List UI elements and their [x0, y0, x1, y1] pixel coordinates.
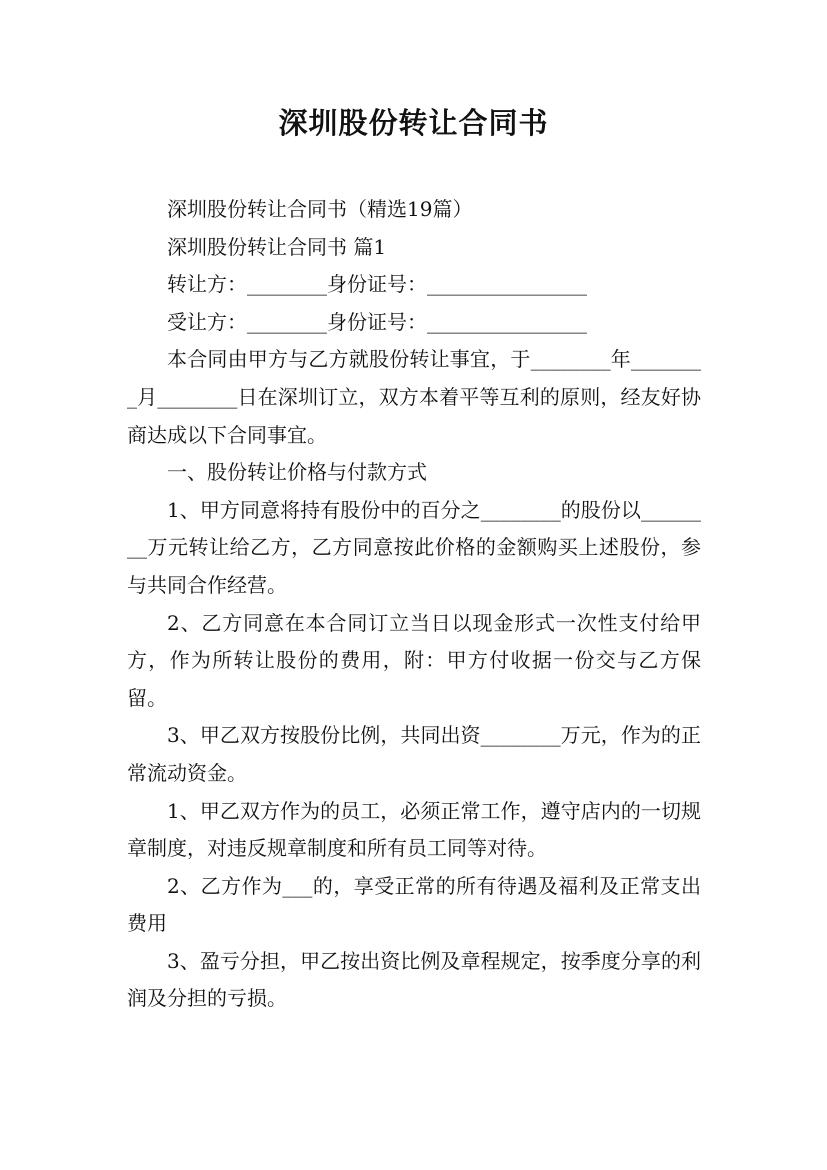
paragraph-clause-2: 2、乙方同意在本合同订立当日以现金形式一次性支付给甲方，作为所转让股份的费用，附：甲方付收据一份交与乙方保留。	[127, 610, 701, 710]
paragraph-clause-1: 1、甲方同意将持有股份中的百分之________的股份以________万元转让给乙方，乙方同意按此价格的金额购买上述股份，参与共同合作经营。	[127, 497, 701, 597]
paragraph-subtitle: 深圳股份转让合同书（精选19篇）	[167, 197, 473, 221]
document-title: 深圳股份转让合同书	[278, 106, 549, 140]
paragraph-clause-3: 3、甲乙双方按股份比例，共同出资________万元，作为的正常流动资金。	[127, 723, 701, 785]
paragraph-heading-price: 一、股份转让价格与付款方式	[167, 460, 427, 485]
paragraph-clause-6: 3、盈亏分担，甲乙按出资比例及章程规定，按季度分享的利润及分担的亏损。	[127, 948, 701, 1011]
paragraph-section-label: 深圳股份转让合同书 篇1	[167, 234, 387, 259]
paragraph-intro: 本合同由甲方与乙方就股份转让事宜，于________年________月________日在深圳订立，双方本着平等互利的原则，经友好协商达成以下合同事宜。	[127, 347, 701, 447]
paragraph-transferee: 受让方：________身份证号：________________	[167, 309, 587, 334]
document-body	[127, 191, 701, 1018]
paragraph-transferor: 转让方：________身份证号：________________	[167, 272, 587, 297]
paragraph-clause-5: 2、乙方作为___的，享受正常的所有待遇及福利及正常支出费用	[127, 873, 701, 936]
paragraph-clause-4: 1、甲乙双方作为的员工，必须正常工作，遵守店内的一切规章制度，对违反规章制度和所有员工同等对待。	[127, 798, 701, 861]
